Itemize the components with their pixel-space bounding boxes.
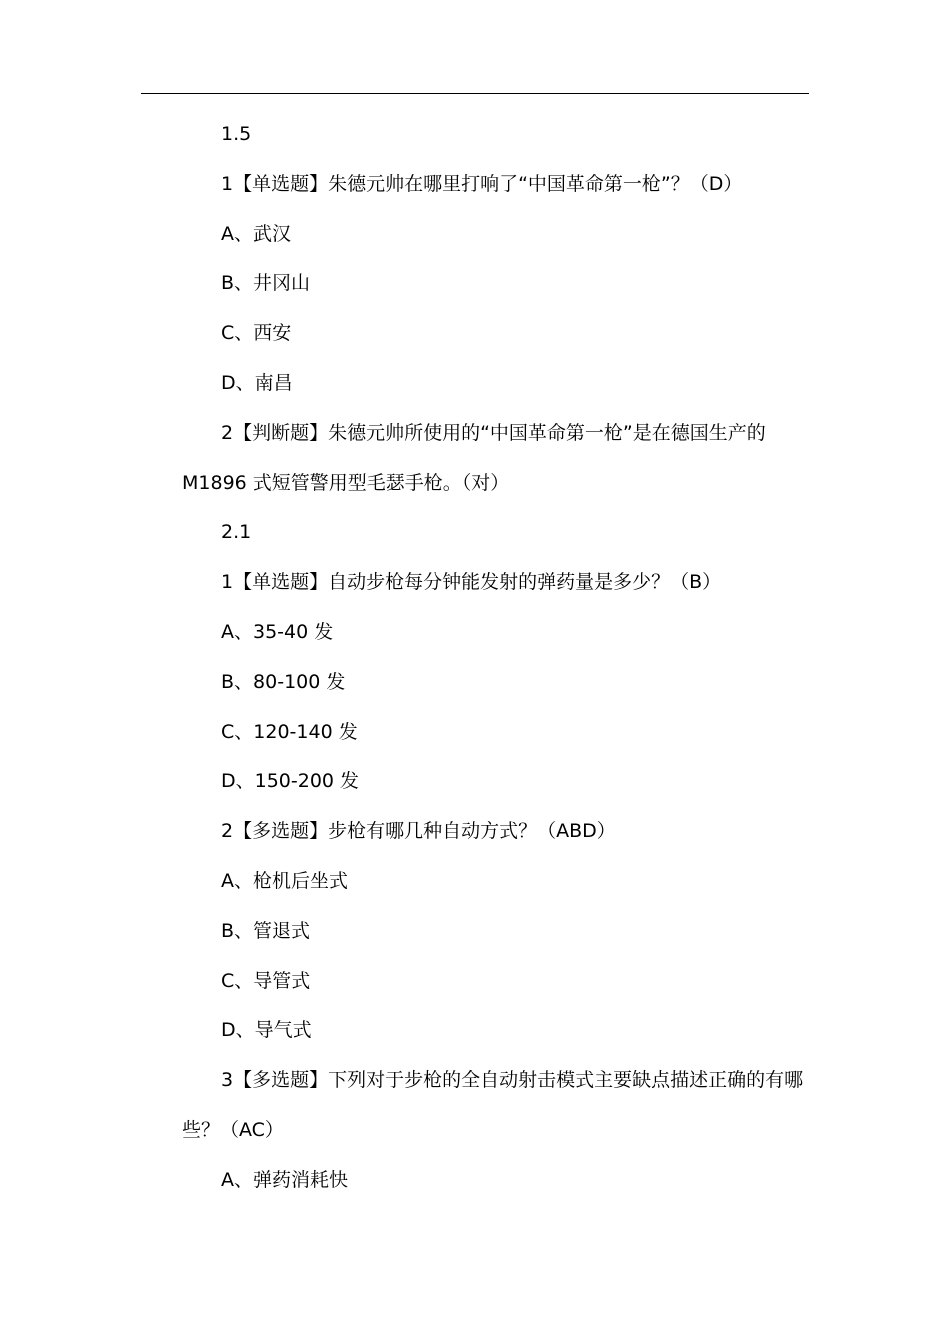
text-line: D、150-200 发 [221, 770, 360, 793]
text-line: 3【多选题】下列对于步枪的全自动射击模式主要缺点描述正确的有哪 [221, 1069, 804, 1092]
text-line: C、导管式 [221, 969, 311, 992]
text-line: A、35-40 发 [221, 620, 334, 643]
text-line: 1【单选题】朱德元帅在哪里打响了“中国革命第一枪”？（D） [221, 172, 743, 195]
text-line: D、导气式 [221, 1019, 312, 1042]
text-line: C、120-140 发 [221, 720, 358, 743]
document-body [182, 110, 809, 1206]
text-line: B、井冈山 [221, 272, 311, 295]
text-line: B、80-100 发 [221, 670, 346, 693]
text-line: 2.1 [221, 521, 252, 544]
text-line: B、管退式 [221, 919, 311, 942]
text-line: A、枪机后坐式 [221, 869, 348, 892]
text-line: 2【判断题】朱德元帅所使用的“中国革命第一枪”是在德国生产的 [221, 421, 766, 444]
text-line: M1896 式短管警用型毛瑟手枪。（对） [182, 471, 510, 494]
text-line: D、南昌 [221, 371, 293, 394]
text-line: C、西安 [221, 322, 292, 345]
text-line: 2【多选题】步枪有哪几种自动方式？（ABD） [221, 820, 616, 843]
text-line: A、武汉 [221, 222, 291, 245]
text-line: A、弹药消耗快 [221, 1168, 348, 1191]
text-line: 些？（AC） [182, 1118, 284, 1141]
text-line: 1【单选题】自动步枪每分钟能发射的弹药量是多少？（B） [221, 571, 722, 594]
text-line: 1.5 [221, 123, 252, 145]
header-rule [141, 93, 809, 94]
